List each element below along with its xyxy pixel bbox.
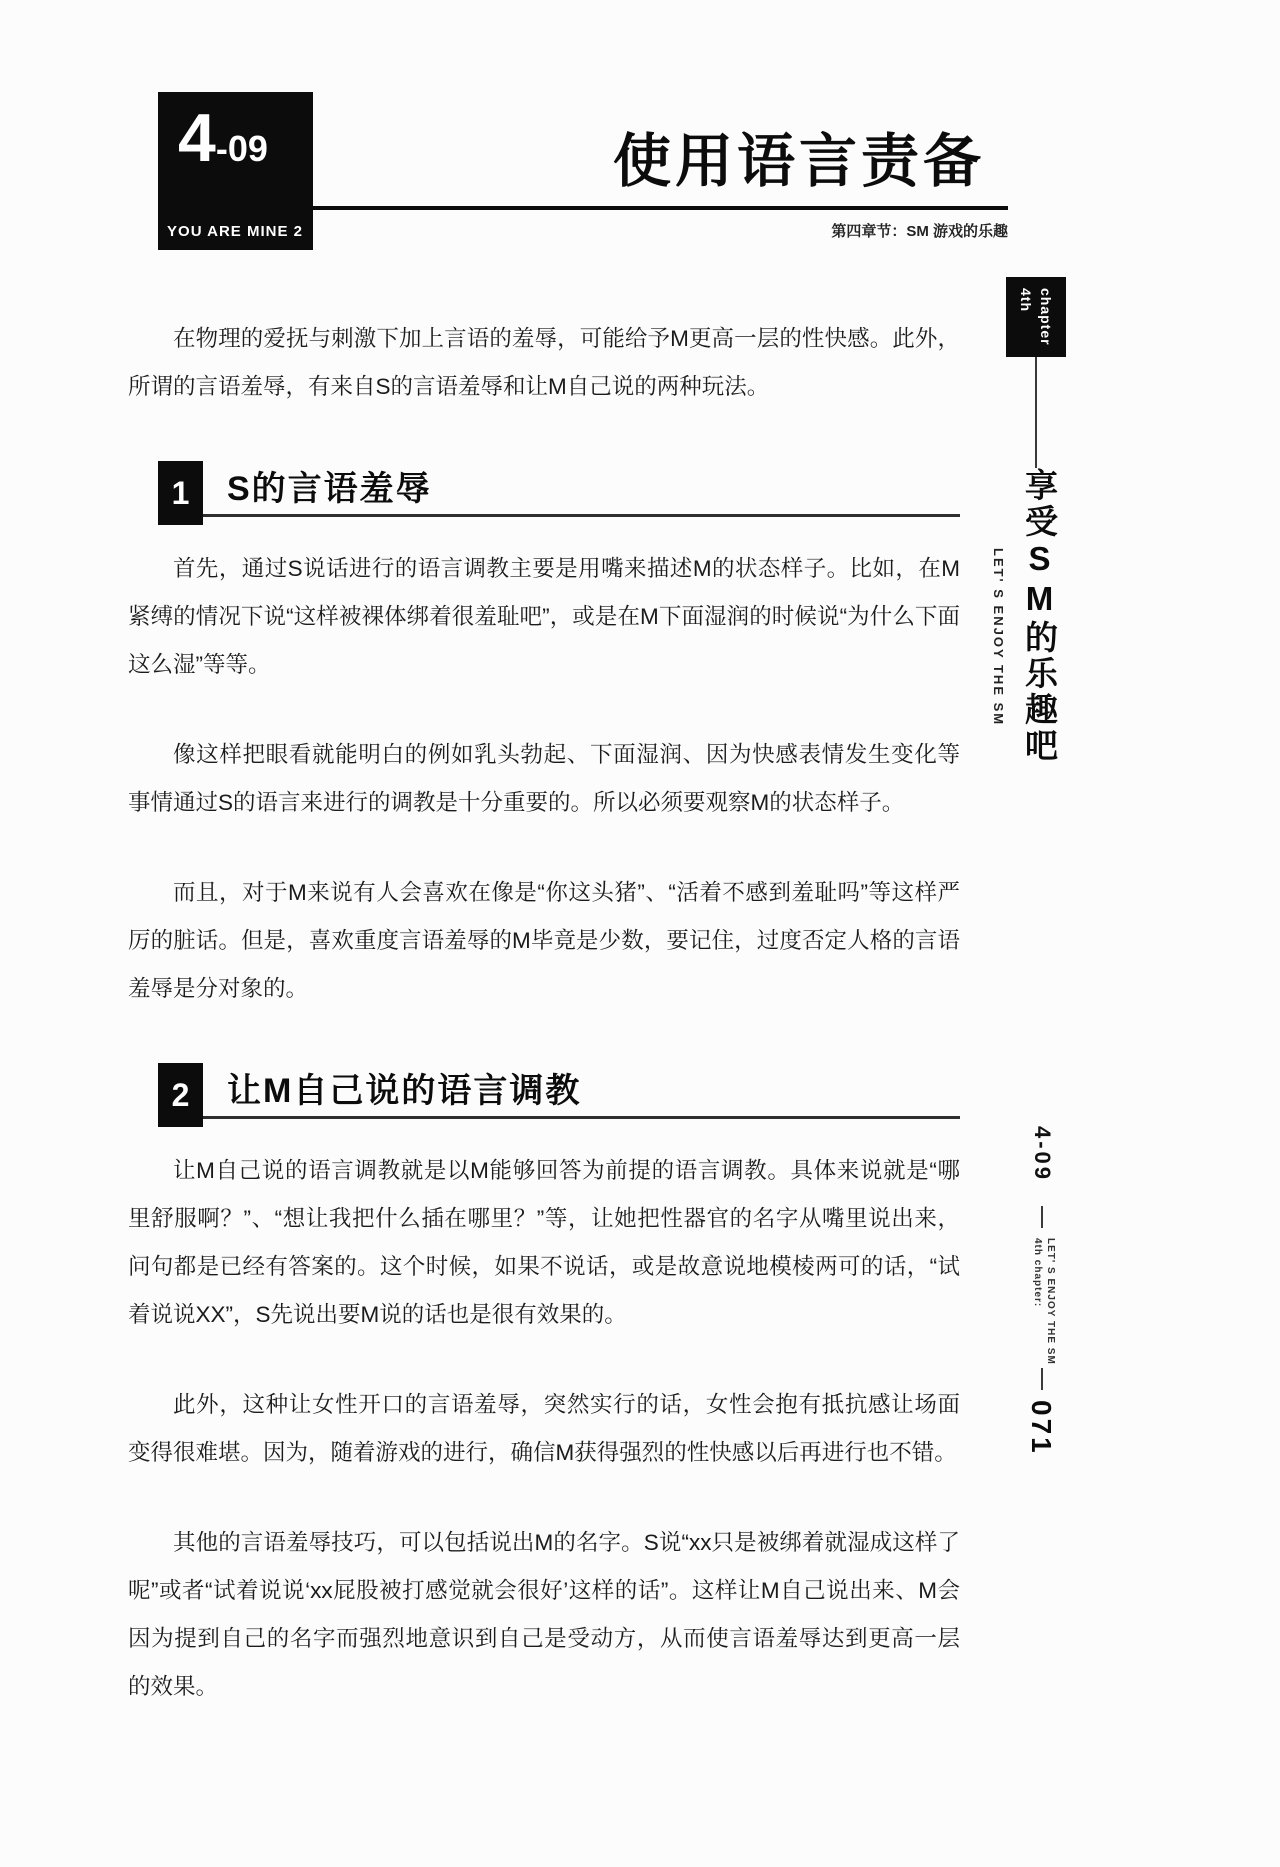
article-body [128, 315, 960, 1711]
chapter-tab-text [1016, 288, 1056, 346]
intro-paragraph: 在物理的爱抚与刺激下加上言语的羞辱，可能给予M更高一层的性快感。此外，所谓的言语羞辱，有来自S的言语羞辱和让M自己说的两种玩法。 [128, 326, 960, 399]
section-1-paragraph-2: 像这样把眼看就能明白的例如乳头勃起、下面湿润、因为快感表情发生变化等事情通过S的语言来进行的调教是十分重要的。所以必须要观察M的状态样子。 [128, 742, 960, 815]
sidebar-divider-bottom [1041, 1368, 1043, 1390]
section-2-paragraph-1: 让M自己说的语言调教就是以M能够回答为前提的语言调教。具体来说就是“哪里舒服啊？”、“想让我把什么插在哪里？”等，让她把性器官的名字从嘴里说出来，问句都是已经有答案的。这个时候，如果不说话，或是故意说地模棱两可的话，“试着说说XX”，S先说出要M说的话也是很有效果的。 [128, 1158, 960, 1327]
section-1-number-badge: 1 [158, 461, 203, 525]
section-2-underline [203, 1116, 960, 1119]
section-2-header [158, 1063, 960, 1127]
sidebar-divider-top [1041, 1206, 1043, 1228]
chapter-number-minor: -09 [215, 128, 268, 169]
chapter-tab-line1: 4th [1018, 288, 1034, 313]
page-title: 使用语言责备 [612, 129, 985, 194]
sidebar-footer-caption [1031, 1238, 1057, 1365]
chapter-code [178, 100, 268, 176]
chapter-number-major: 4 [178, 100, 216, 176]
header-rule [313, 206, 1008, 210]
section-1-paragraph-3: 而且，对于M来说有人会喜欢在像是“你这头猪”、“活着不感到羞耻吗”等这样严厉的脏话。但是，喜欢重度言语羞辱的M毕竟是少数，要记住，过度否定人格的言语羞辱是分对象的。 [128, 880, 960, 1001]
chapter-badge [158, 92, 313, 250]
section-1-underline [203, 514, 960, 517]
chapter-tab-line2: chapter [1038, 288, 1054, 346]
sidebar-connector-line [1035, 357, 1037, 468]
series-title: YOU ARE MINE 2 [167, 223, 303, 240]
chapter-tab [1006, 277, 1066, 357]
sidebar-section-ref: 4-09 [1030, 1126, 1055, 1183]
section-2-paragraph-2: 此外，这种让女性开口的言语羞辱，突然实行的话，女性会抱有抵抗感让场面变得很难堪。因为，随着游戏的进行，确信M获得强烈的性快感以后再进行也不错。 [128, 1392, 960, 1465]
section-1-paragraph-1: 首先，通过S说话进行的语言调教主要是用嘴来描述M的状态样子。比如，在M紧缚的情况下说“这样被裸体绑着很羞耻吧”，或是在M下面湿润的时候说“为什么下面这么湿”等等。 [128, 556, 960, 677]
page-number: 071 [1026, 1400, 1057, 1456]
section-1-header [158, 461, 960, 525]
section-1-title: S的言语羞辱 [227, 470, 432, 508]
section-2-number-badge: 2 [158, 1063, 203, 1127]
sidebar-vertical-subtitle: LET' S ENJOY THE SM [991, 548, 1006, 727]
section-2-title: 让M自己说的语言调教 [227, 1072, 582, 1110]
page-subtitle: 第四章节：SM 游戏的乐趣 [831, 223, 1008, 240]
sidebar-vertical-title: 享受SM的乐趣吧 [1021, 468, 1058, 764]
sidebar-footer-line2: LET' S ENJOY THE SM [1045, 1238, 1056, 1365]
section-2-paragraph-3: 其他的言语羞辱技巧，可以包括说出M的名字。S说“xx只是被绑着就湿成这样了呢”或者“试着说说‘xx屁股被打感觉就会很好’这样的话”。这样让M自己说出来、M会因为提到自己的名字而强烈地意识到自己是受动方，从而使言语羞辱达到更高一层的效果。 [128, 1530, 960, 1699]
sidebar-footer-line1: 4th chapter: [1032, 1238, 1043, 1308]
